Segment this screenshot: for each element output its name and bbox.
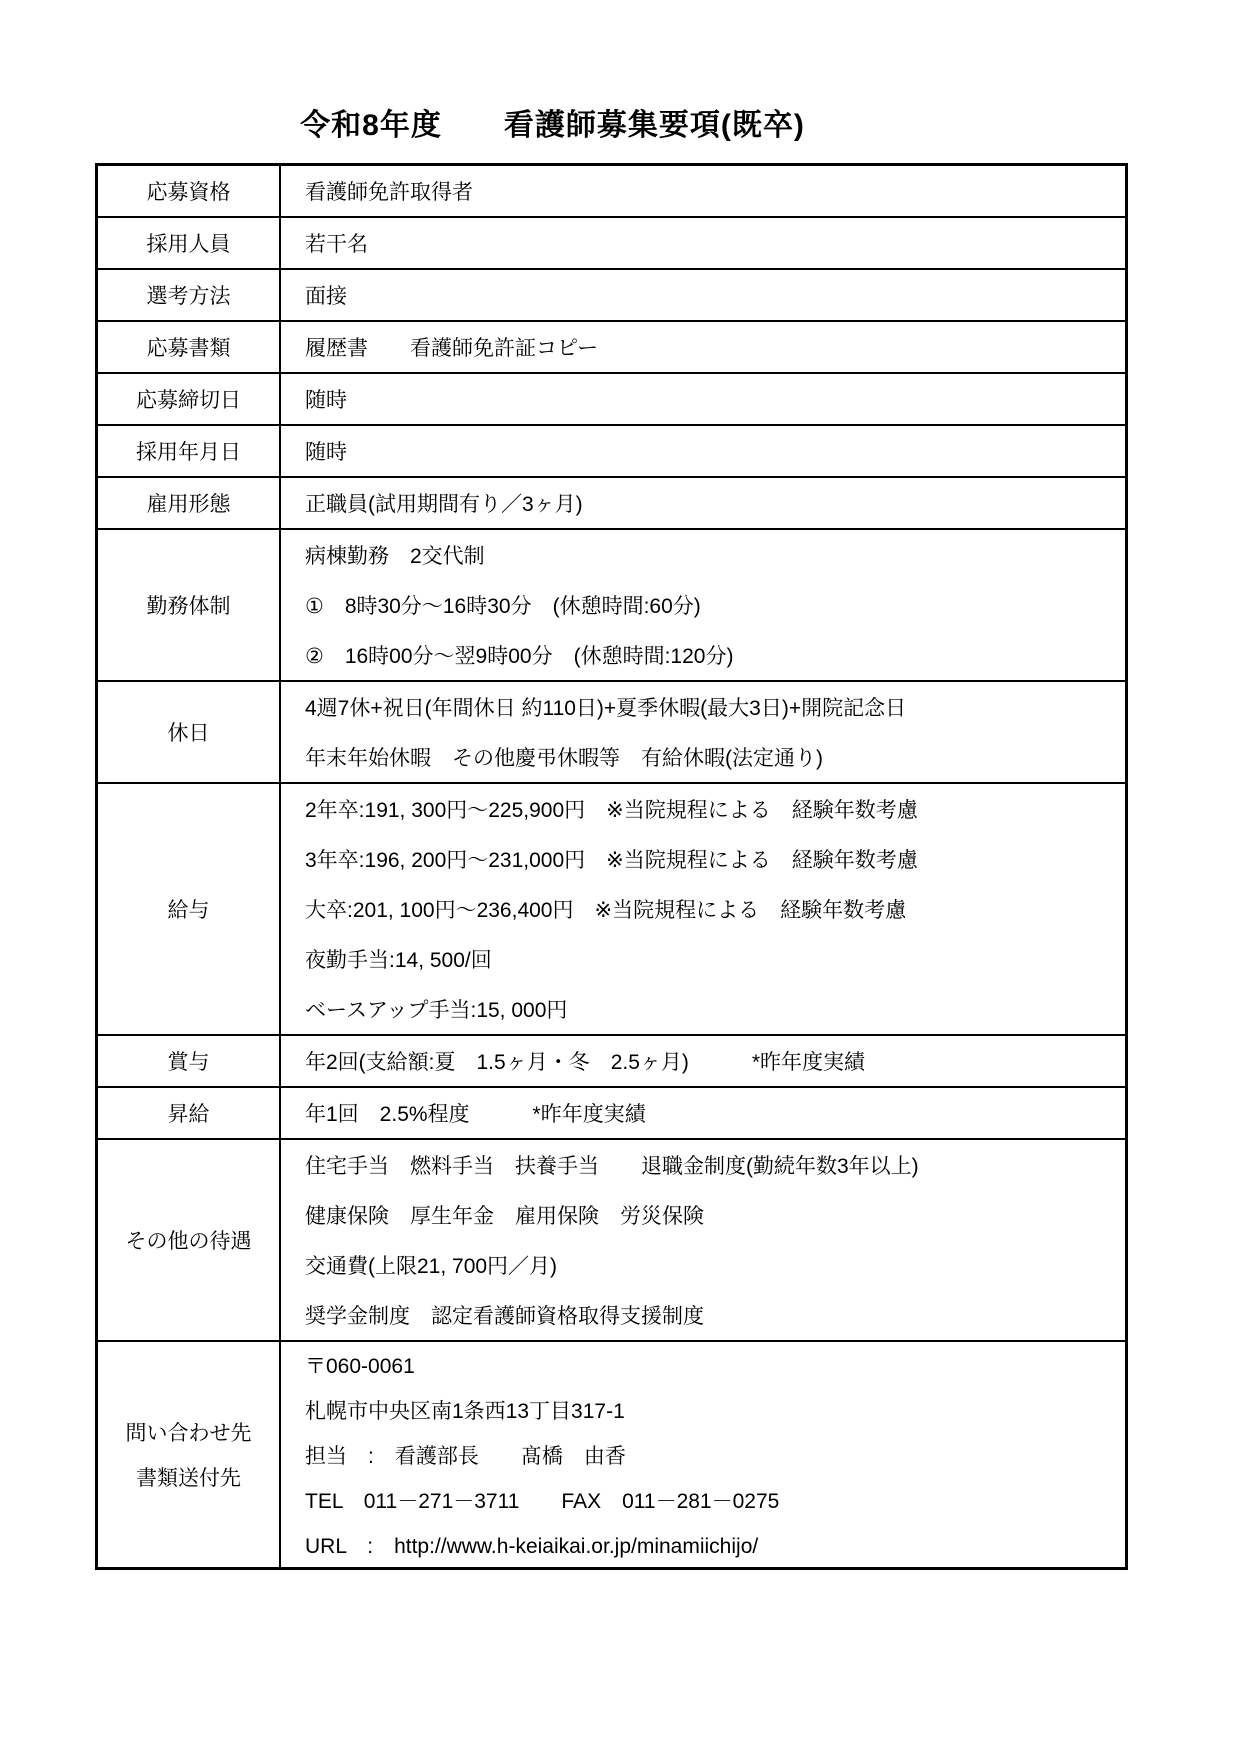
row-label [98, 322, 281, 372]
row-content [281, 218, 1125, 268]
row-label [98, 478, 281, 528]
row-label-line: 給与 [167, 899, 210, 922]
table-row-sonota-taiguu [98, 1138, 1125, 1340]
row-label-line: その他の待遇 [125, 1230, 252, 1253]
row-content-line: 2年卒:191, 300円～225,900円 ※当院規程による 経験年数考慮 [305, 799, 918, 822]
row-label [98, 1140, 281, 1340]
row-content-line: 年末年始休暇 その他慶弔休暇等 有給休暇(法定通り) [305, 747, 823, 770]
row-label-line: 応募締切日 [136, 389, 241, 412]
row-label [98, 374, 281, 424]
row-content-line: 3年卒:196, 200円～231,000円 ※当院規程による 経験年数考慮 [305, 849, 918, 872]
table-row-koyou-keitai [98, 476, 1125, 528]
row-content-line: 夜勤手当:14, 500/回 [305, 949, 492, 972]
row-label-line: 雇用形態 [146, 493, 231, 516]
row-label-line: 採用年月日 [136, 441, 241, 464]
row-content-line: 看護師免許取得者 [305, 181, 473, 204]
row-content-line: 担当 : 看護部長 髙橋 由香 [305, 1444, 626, 1468]
row-content-line: URL : http://www.h-keiaikai.or.jp/minamiichijo/ [305, 1534, 759, 1558]
row-content [281, 270, 1125, 320]
table-row-oubo-shikaku [98, 166, 1125, 216]
row-content-line: 年2回(支給額:夏 1.5ヶ月・冬 2.5ヶ月) *昨年度実績 [305, 1051, 866, 1074]
row-content-line: ② 16時00分～翌9時00分 (休憩時間:120分) [305, 645, 734, 668]
row-content-line: 奨学金制度 認定看護師資格取得支援制度 [305, 1305, 704, 1328]
row-content-line: 〒060-0061 [305, 1354, 415, 1378]
table-row-kyuuyo [98, 782, 1125, 1034]
row-content-line: 住宅手当 燃料手当 扶養手当 退職金制度(勤続年数3年以上) [305, 1155, 919, 1178]
row-content-line: 履歴書 看護師免許証コピー [305, 337, 599, 360]
row-label-line: 昇給 [167, 1103, 210, 1126]
recruitment-table [95, 163, 1128, 1570]
row-label-line: 応募書類 [146, 337, 231, 360]
page-title: 令和8年度 看護師募集要項(既卒) [300, 109, 805, 142]
row-label [98, 1342, 281, 1567]
row-label-line: 賞与 [167, 1051, 210, 1074]
table-row-oubo-shimekiribi [98, 372, 1125, 424]
row-label [98, 166, 281, 216]
row-label-line: 選考方法 [146, 285, 231, 308]
row-content-line: 交通費(上限21, 700円／月) [305, 1255, 558, 1278]
row-content [281, 1088, 1125, 1138]
row-content-line: ① 8時30分～16時30分 (休憩時間:60分) [305, 595, 701, 618]
row-content [281, 426, 1125, 476]
row-content [281, 478, 1125, 528]
row-content-line: 4週7休+祝日(年間休日 約110日)+夏季休暇(最大3日)+開院記念日 [305, 697, 907, 720]
table-row-shouyo [98, 1034, 1125, 1086]
row-label-line: 問い合わせ先 [125, 1422, 252, 1445]
row-content [281, 1140, 1125, 1340]
row-content-line: 大卒:201, 100円～236,400円 ※当院規程による 経験年数考慮 [305, 899, 907, 922]
row-content [281, 530, 1125, 680]
row-label [98, 270, 281, 320]
row-content-line: 正職員(試用期間有り／3ヶ月) [305, 493, 583, 516]
row-label [98, 784, 281, 1034]
row-label [98, 530, 281, 680]
row-label-line: 応募資格 [146, 181, 231, 204]
table-row-saiyou-jinin [98, 216, 1125, 268]
row-content-line: TEL 011－271－3711 FAX 011－281－0275 [305, 1489, 780, 1513]
row-content [281, 374, 1125, 424]
row-content-line: 札幌市中央区南1条西13丁目317-1 [305, 1399, 625, 1423]
row-label-line: 勤務体制 [146, 595, 231, 618]
row-label [98, 218, 281, 268]
row-label-line: 書類送付先 [136, 1467, 241, 1490]
row-content-line: 病棟勤務 2交代制 [305, 545, 485, 568]
table-row-senkou-houhou [98, 268, 1125, 320]
row-label-line: 採用人員 [146, 233, 231, 256]
row-content [281, 166, 1125, 216]
table-row-oubo-shorui [98, 320, 1125, 372]
row-content-line: 健康保険 厚生年金 雇用保険 労災保険 [305, 1205, 704, 1228]
row-content-line: 若干名 [305, 233, 368, 256]
table-row-kyuujitsu [98, 680, 1125, 782]
row-label [98, 682, 281, 782]
table-row-kinmu-taisei [98, 528, 1125, 680]
row-content [281, 784, 1125, 1034]
row-content-line: 面接 [305, 285, 347, 308]
row-content-line: 年1回 2.5%程度 *昨年度実績 [305, 1103, 646, 1126]
row-content [281, 682, 1125, 782]
table-row-saiyou-nengappi [98, 424, 1125, 476]
row-label-line: 休日 [167, 722, 210, 745]
row-content [281, 322, 1125, 372]
row-content-line: 随時 [305, 389, 347, 412]
table-row-shoukyuu [98, 1086, 1125, 1138]
row-label [98, 1088, 281, 1138]
row-content-line: 随時 [305, 441, 347, 464]
row-content-line: ベースアップ手当:15, 000円 [305, 999, 568, 1022]
row-label [98, 426, 281, 476]
row-label [98, 1036, 281, 1086]
row-content [281, 1036, 1125, 1086]
table-row-toiawase-saki [98, 1340, 1125, 1567]
row-content [281, 1342, 1125, 1567]
